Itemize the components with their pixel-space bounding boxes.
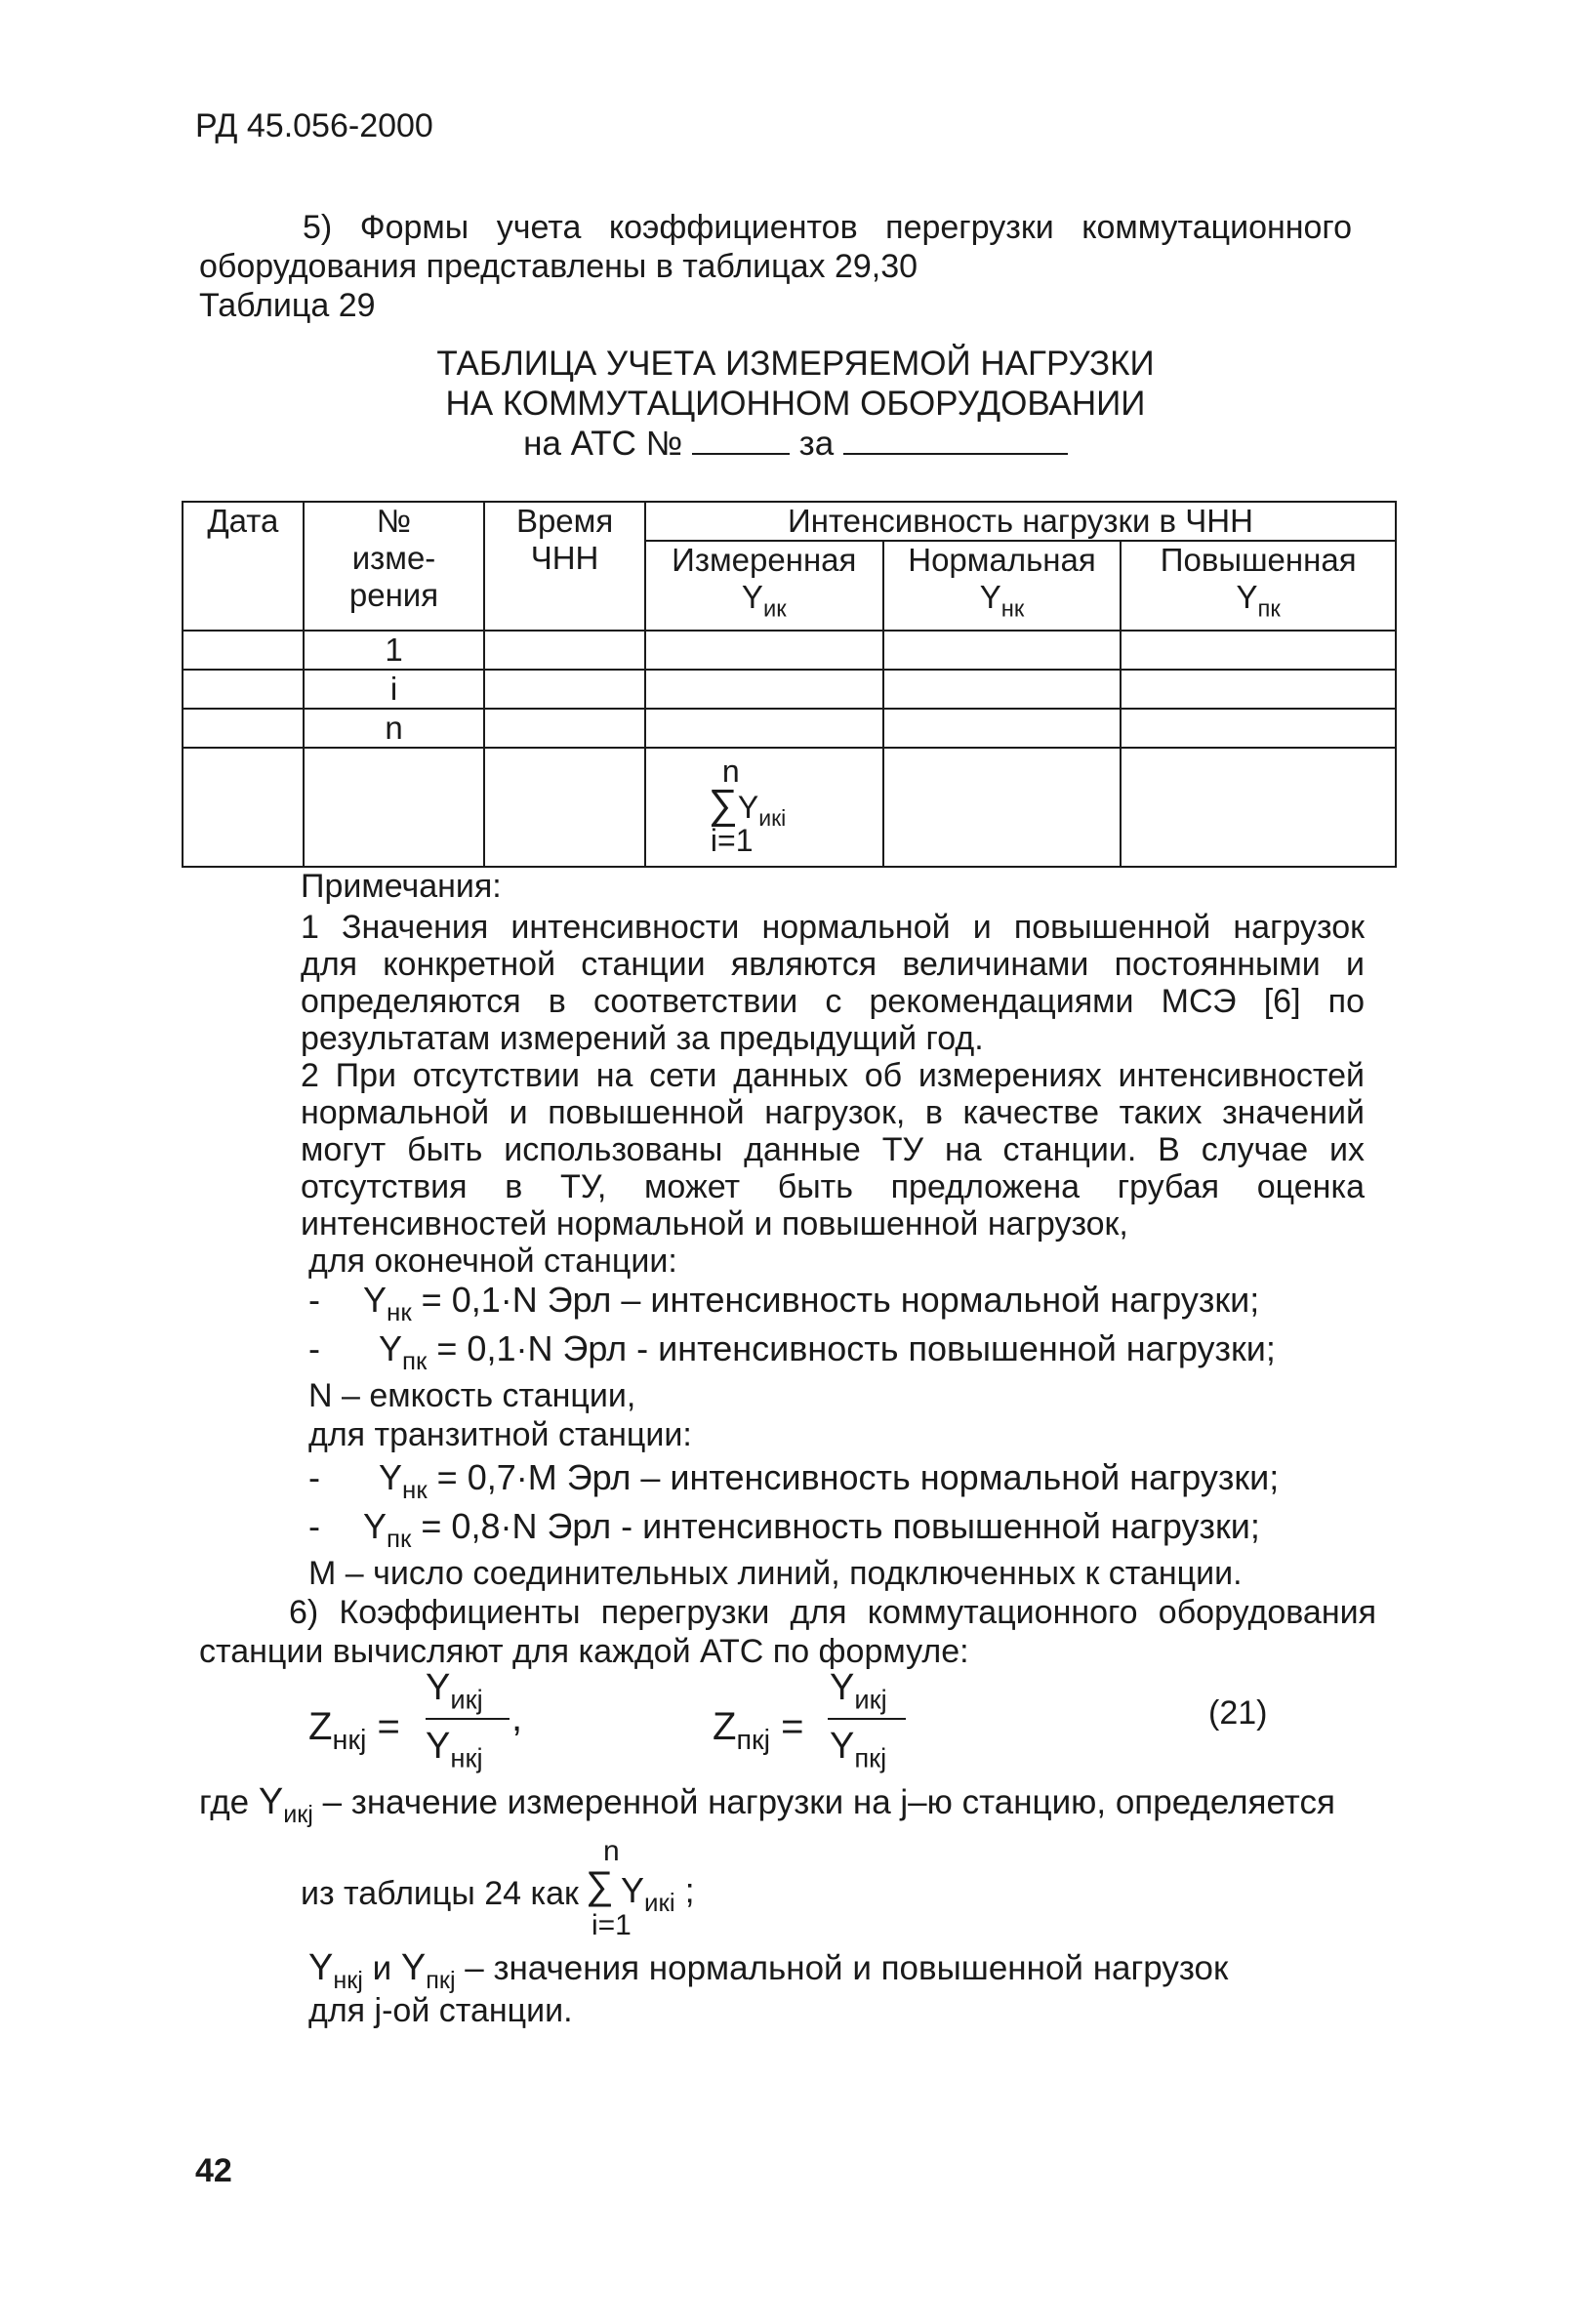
note-2-line-4: отсутствия в ТУ, может быть предложена грубая оценка [301,1168,1365,1205]
row-number: i [304,670,485,709]
table-row [183,709,1396,748]
z-nk-denominator: $Y_{нкj}$ [426,1726,483,1774]
table-title-line-3 [0,424,1591,464]
note-2-line-1: 2 При отсутствии на сети данных об измерениях интенсивностей [301,1057,1365,1094]
formula-normal-terminal: - $Y_{нк} = 0,1\cdot N$ Эрл – интенсивность нормальной нагрузки; [308,1280,1260,1327]
notes-heading: Примечания: [301,868,502,905]
intro-line-1: 5) Формы учета коэффициентов перегрузки коммутационного [303,209,1352,246]
header-high: Повышенная $Y_{пк}$ [1121,541,1396,631]
note-1-line-3: определяются в соответствии с рекомендациями МСЭ [6] по [301,983,1365,1020]
intro-line-2: оборудования представлены в таблицах 29,30 [199,248,918,285]
header-measured: Измеренная $Y_{ик}$ [645,541,883,631]
note-2-line-2: нормальной и повышенной нагрузок, в качестве таких значений [301,1094,1365,1131]
z-nk-numerator: $Y_{икj}$ [426,1667,483,1715]
z-pk-denominator: $Y_{пкj}$ [830,1726,887,1774]
table-label: Таблица 29 [199,287,376,324]
header-load-intensity: Интенсивность нагрузки в ЧНН [645,502,1396,541]
ats-number-blank [692,424,790,455]
formula-normal-transit: - $Y_{нк} = 0,7\cdot M$ Эрл – интенсивность нормальной нагрузки; [308,1457,1280,1505]
section-6-line-1: 6) Коэффициенты перегрузки для коммутационного оборудования [289,1594,1376,1631]
title-ats-prefix: на АТС № [523,425,683,463]
table-row [183,631,1396,670]
note-1-line-1: 1 Значения интенсивности нормальной и повышенной нагрузок [301,909,1365,946]
row-number: 1 [304,631,485,670]
header-normal: Нормальная $Y_{нк}$ [883,541,1122,631]
terminal-station-label: для оконечной станции: [308,1243,677,1280]
from-table-line: из таблицы 24 как n ∑ $Y_{икi}$ ; i=1 [301,1835,695,1941]
formula-high-terminal: - $Y_{пк} = 0,1\cdot N$ Эрл - интенсивность повышенной нагрузки; [308,1328,1276,1376]
table-row [183,670,1396,709]
note-2-line-3: могут быть использованы данные ТУ на станции. В случае их [301,1131,1365,1168]
n-definition: N – емкость станции, [308,1377,636,1414]
transit-station-label: для транзитной станции: [308,1416,692,1453]
equation-number: (21) [1208,1694,1268,1732]
sum-cell [645,748,883,867]
section-6-line-2: станции вычисляют для каждой АТС по формуле: [199,1633,969,1670]
table-title-line-1: ТАБЛИЦА УЧЕТА ИЗМЕРЯЕМОЙ НАГРУЗКИ [436,345,1155,383]
z-pk-numerator: $Y_{икj}$ [830,1667,887,1715]
table-title-line-2: НА КОММУТАЦИОННОМ ОБОРУДОВАНИИ [445,385,1146,423]
header-measurement-number: № изме- рения [304,502,485,631]
load-table [182,501,1397,868]
page-number: 42 [195,2152,232,2189]
z-nk-fraction-bar [426,1718,510,1720]
row-number: n [304,709,485,748]
formula-comma: , [511,1696,523,1739]
m-definition: M – число соединительных линий, подключенных к станции. [308,1555,1243,1592]
sum-row [183,748,1396,867]
note-2-line-5: интенсивностей нормальной и повышенной нагрузок, [301,1205,1128,1243]
z-nk-lhs: $Z_{нкj}$ = [308,1705,400,1757]
note-1-line-4: результатам измерений за предыдущий год. [301,1020,984,1057]
period-blank [843,424,1068,455]
header-date: Дата [183,502,304,631]
z-pk-lhs: $Z_{пкj}$ = [713,1705,804,1757]
where-line: где $Y_{икj}$ – значение измеренной нагрузки на j–ю станцию, определяется [199,1781,1335,1828]
formula-high-transit: - $Y_{пк} = 0,8\cdot N$ Эрл - интенсивность повышенной нагрузки; [308,1506,1260,1554]
document-code: РД 45.056-2000 [195,107,433,144]
for-station-line: для j-ой станции. [308,1992,573,2029]
z-pk-fraction-bar [828,1718,906,1720]
title-for: за [798,425,835,463]
note-1-line-2: для конкретной станции являются величинами постоянными и [301,946,1365,983]
header-peak-hour: Время ЧНН [484,502,645,631]
sum-expression: n $\sum Y_{икi}$ i=1 [708,754,787,858]
values-line: $Y_{нкj}$ и $Y_{пкj}$ – значения нормальной и повышенной нагрузок [308,1947,1229,1994]
